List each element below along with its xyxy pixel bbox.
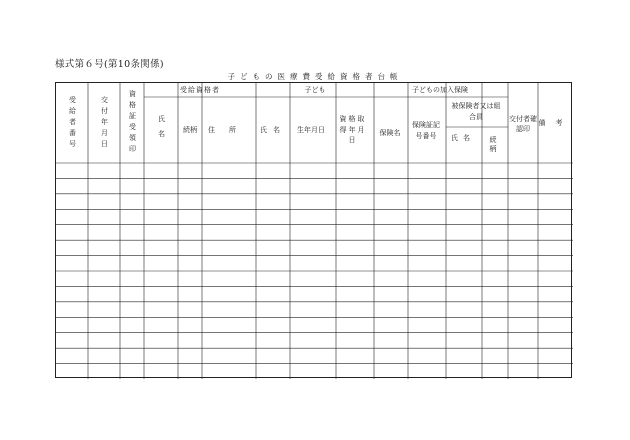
header-remarks: 備考 xyxy=(538,118,573,127)
header-group-child: 子ども xyxy=(304,85,326,94)
header-eligible-name: 氏名 xyxy=(157,115,166,145)
header-child-name: 氏名 xyxy=(260,125,286,134)
form-number-label: 様式第６号(第10条関係) xyxy=(55,59,164,70)
header-issuer-seal: 交付者確認印 xyxy=(509,115,537,133)
header-group-insured: 被保険者又は組合員 xyxy=(451,102,501,121)
header-group-eligible: 受給資格者 xyxy=(180,85,220,94)
header-insurance-name: 保険名 xyxy=(379,128,401,137)
header-recipient-number: 受給者番号 xyxy=(68,95,77,151)
header-group-insurance: 子どもの加入保険 xyxy=(412,85,468,94)
ledger-table xyxy=(55,82,572,378)
header-insured-relation: 続柄 xyxy=(489,135,497,153)
header-certificate-receipt-seal: 資格証受領印 xyxy=(128,90,137,156)
header-child-acquired-date: 資格取得年月日 xyxy=(339,115,367,145)
header-eligible-relation: 続柄 xyxy=(183,125,197,134)
header-eligible-address: 住所 xyxy=(208,125,250,134)
header-child-birthdate: 生年月日 xyxy=(297,125,325,134)
form-title: 子どもの医療費受給資格者台帳 xyxy=(227,72,403,81)
header-insurance-card-number: 保険証記号番号 xyxy=(412,120,440,140)
header-issue-date: 交付年月日 xyxy=(100,95,109,151)
header-insured-name: 氏名 xyxy=(451,133,475,142)
